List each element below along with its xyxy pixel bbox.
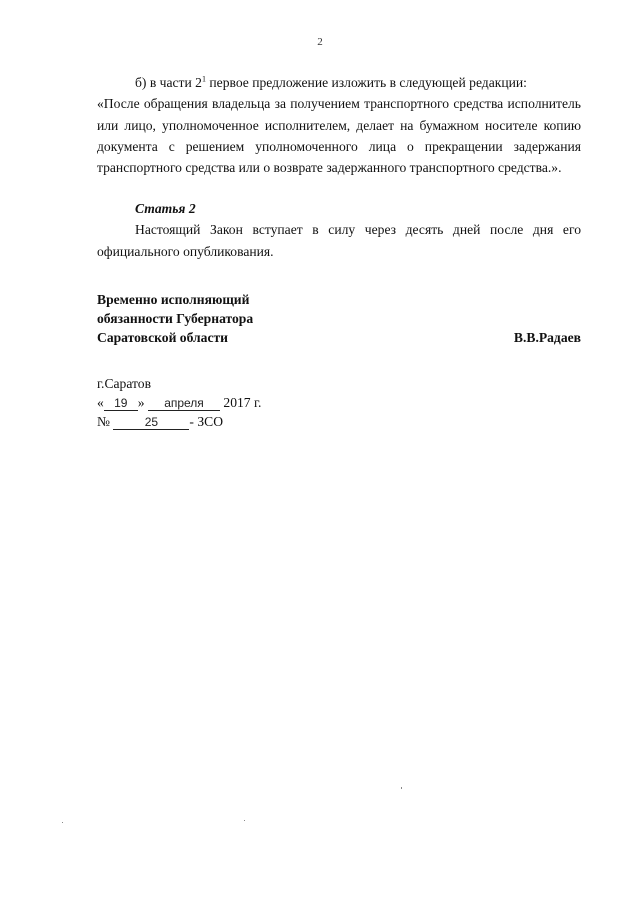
signature-title-line-2: обязанности Губернатора — [97, 311, 254, 326]
amendment-superscript: 1 — [201, 74, 206, 84]
date-quote-open: « — [97, 395, 104, 410]
date-year: 2017 г. — [223, 395, 262, 410]
number-prefix: № — [97, 414, 110, 429]
document-meta — [97, 374, 261, 431]
date-month: апреля — [148, 396, 220, 411]
document-number: 25 — [113, 415, 189, 430]
amendment-intro — [97, 72, 581, 93]
amendment-paragraph — [97, 72, 581, 178]
amendment-quote: «После обращения владельца за получением транспортного средства исполнитель или лицо, уполномоченное исполнителем, делает на бумажном носителе копию документа с решением уполномоченного лица о прекращении задержания транспортного средства или о возврате задержанного транспортного средства.». — [97, 96, 581, 176]
scan-speck — [244, 820, 245, 821]
date-day: 19 — [104, 396, 138, 411]
signature-title-line-1: Временно исполняющий — [97, 292, 250, 307]
signature-block — [97, 290, 581, 347]
signature-title-line-3: Саратовской области — [97, 330, 229, 345]
amendment-prefix: б) в части 2 — [135, 75, 202, 90]
article-section — [97, 198, 581, 262]
article-text: Настоящий Закон вступает в силу через десять дней после дня его официального опубликования. — [97, 222, 581, 259]
signatory-name: В.В.Радаев — [513, 330, 581, 345]
amendment-suffix: первое предложение изложить в следующей редакции: — [205, 75, 527, 90]
page-number: 2 — [317, 36, 323, 48]
number-line — [97, 412, 261, 431]
date-quote-close: » — [137, 395, 145, 410]
date-line — [97, 393, 261, 412]
scan-speck — [401, 787, 402, 789]
city: г.Саратов — [97, 376, 151, 391]
scan-speck — [62, 822, 63, 823]
article-title: Статья 2 — [135, 201, 196, 216]
number-suffix: - ЗСО — [189, 414, 224, 429]
